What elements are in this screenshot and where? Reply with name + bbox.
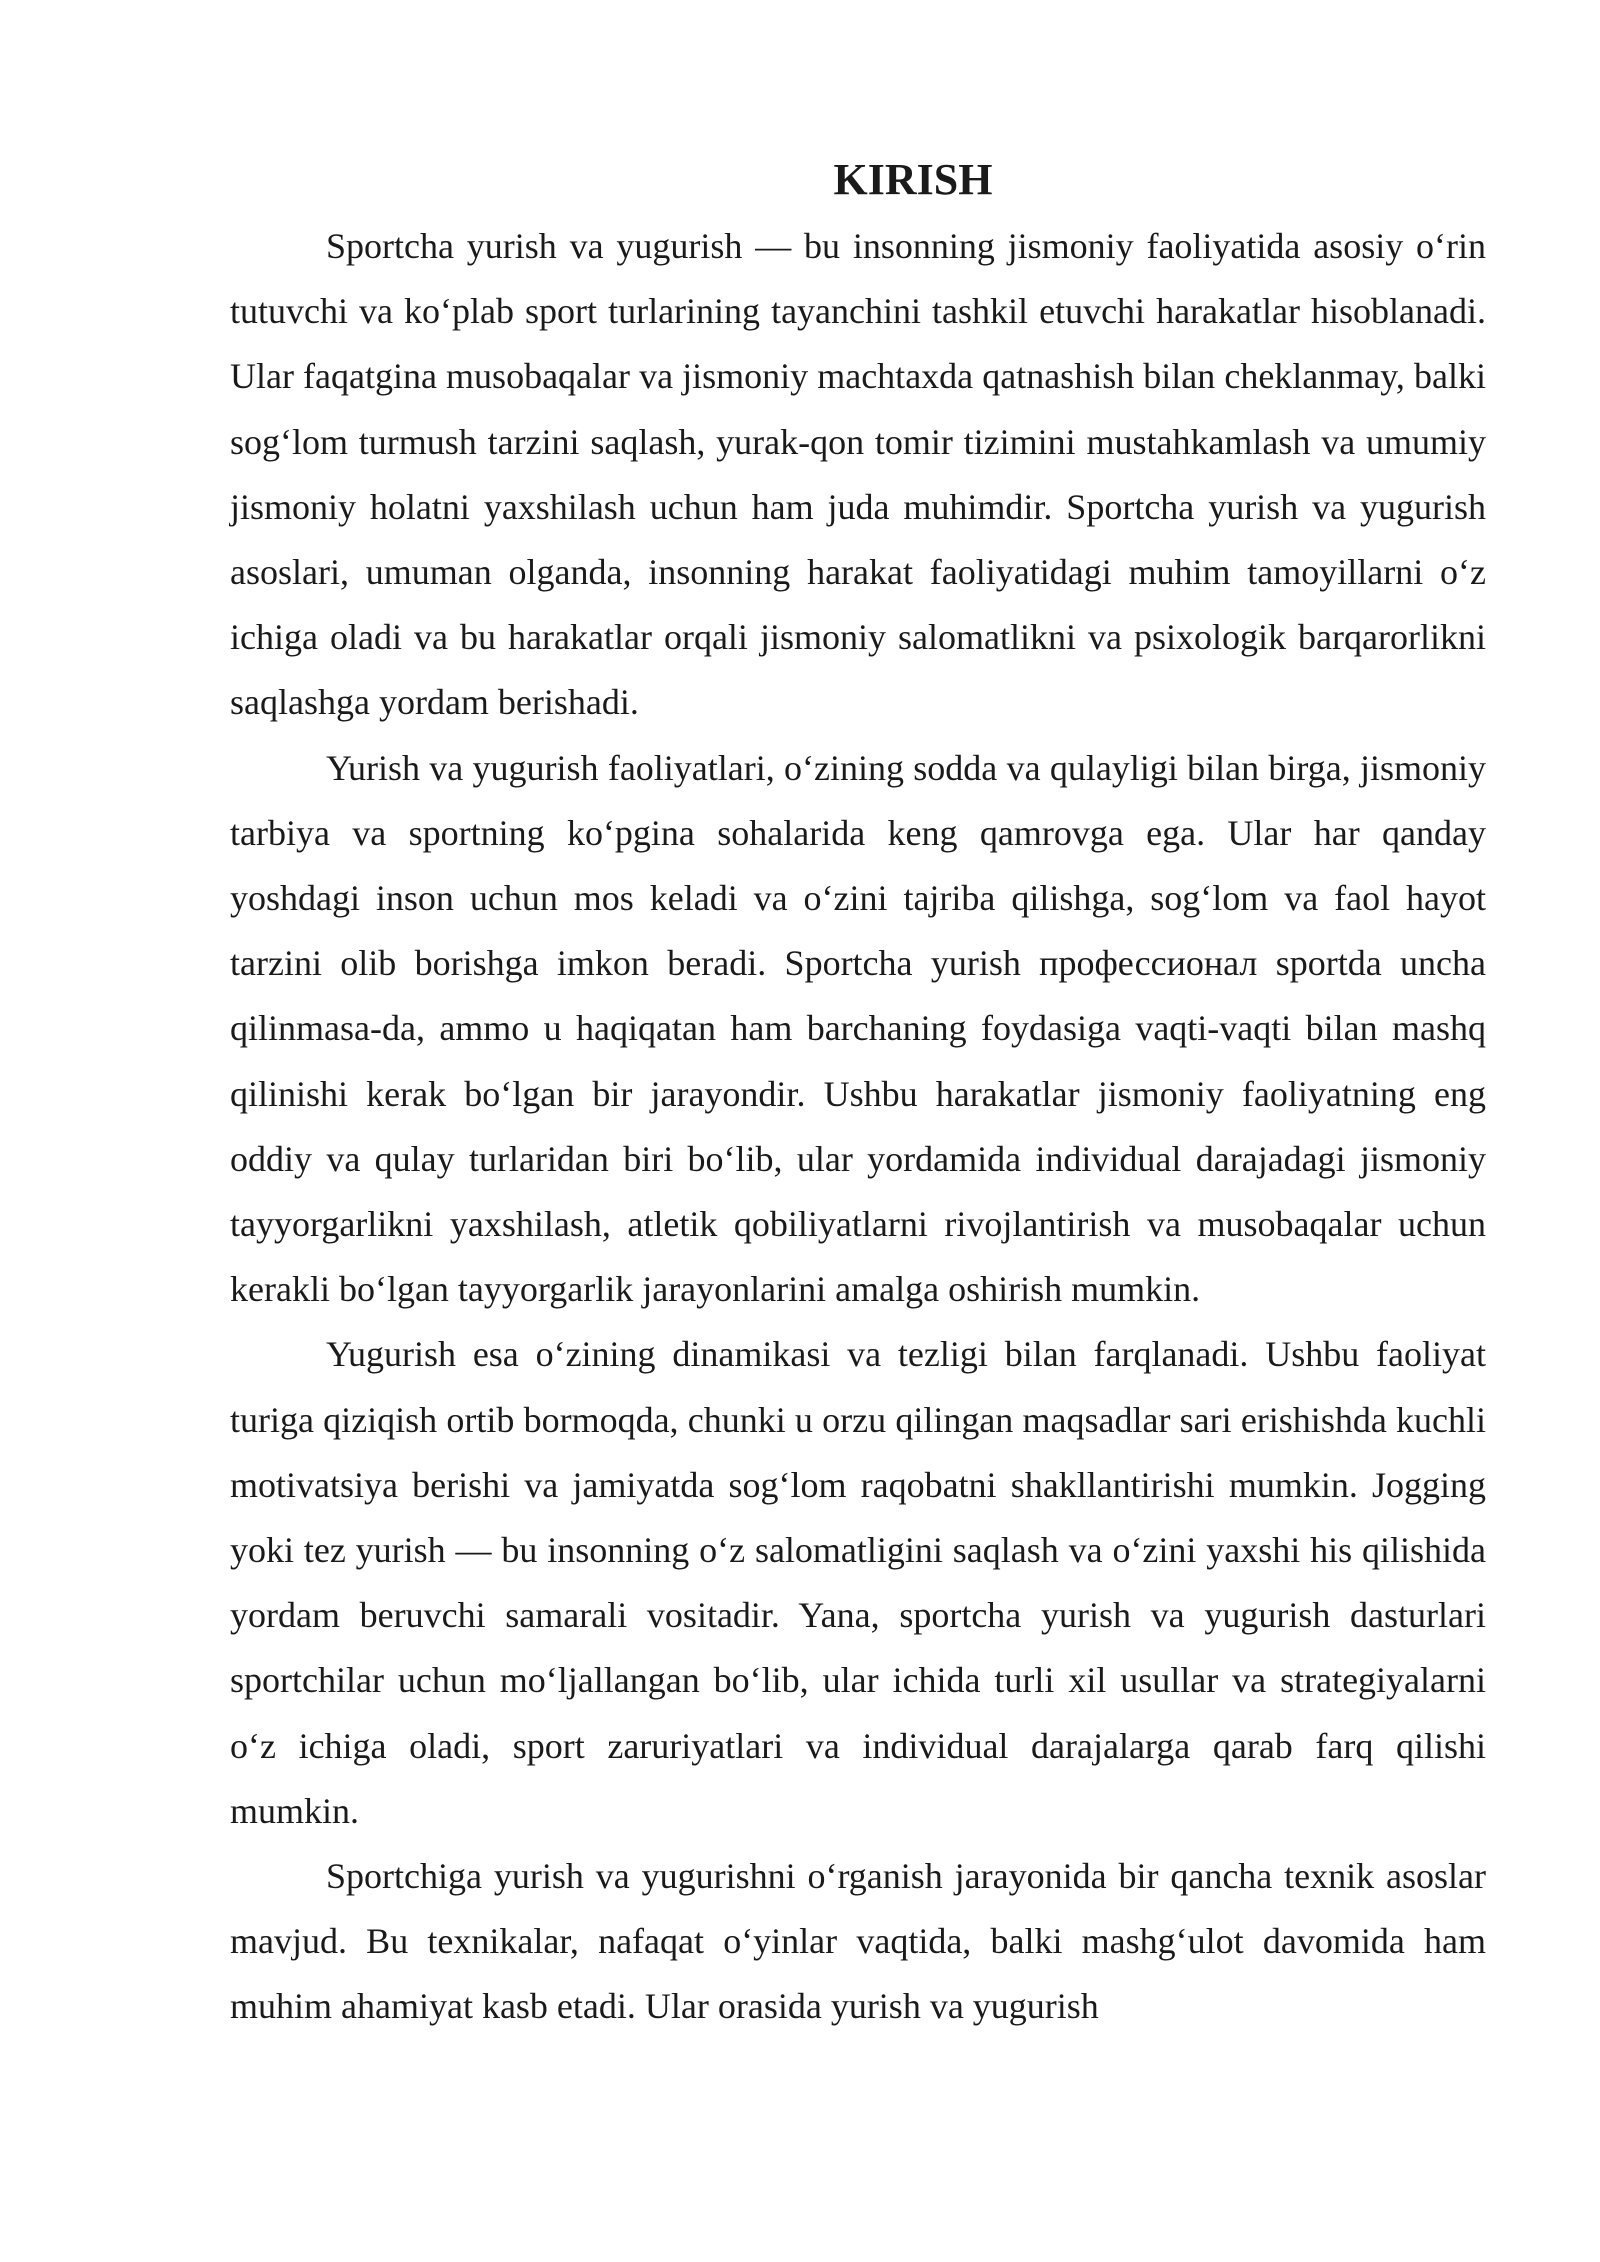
- paragraph-1: Sportcha yurish va yugurish — bu insonning jismoniy faoliyatida asosiy o‘rin tutuvchi va ko‘plab sport turlarining tayanchini tashkil etuvchi harakatlar hisoblanadi. Ular faqatgina musobaqalar va jismoniy machtaxda qatnashish bilan cheklanmay, balki sog‘lom turmush tarzini saqlash, yurak-qon tomir tizimini mustahkamlash va umumiy jismoniy holatni yaxshilash uchun ham juda muhimdir. Sportcha yurish va yugurish asoslari, umuman olganda, insonning harakat faoliyatidagi muhim tamoyillarni o‘z ichiga oladi va bu harakatlar orqali jismoniy salomatlikni va psixologik barqarorlikni saqlashga yordam berishadi.: [230, 226, 1486, 723]
- page-title: KIRISH: [833, 155, 993, 204]
- paragraph-4: Sportchiga yurish va yugurishni o‘rganish jarayonida bir qancha texnik asoslar mavjud. Bu texnikalar, nafaqat o‘yinlar vaqtida, balki mashg‘ulot davomida ham muhim ahamiyat kasb etadi. Ular orasida yurish va yugurish: [230, 1856, 1486, 2027]
- document-page: [230, 150, 1486, 2040]
- paragraph-2: Yurish va yugurish faoliyatlari, o‘zining sodda va qulayligi bilan birga, jismoniy tarbiya va sportning ko‘pgina sohalarida keng qamrovga ega. Ular har qanday yoshdagi inson uchun mos keladi va o‘zini tajriba qilishga, sog‘lom va faol hayot tarzini olib borishga imkon beradi. Sportcha yurish профессионал sportda uncha qilinmasa-da, ammo u haqiqatan ham barchaning foydasiga vaqti-vaqti bilan mashq qilinishi kerak bo‘lgan bir jarayondir. Ushbu harakatlar jismoniy faoliyatning eng oddiy va qulay turlaridan biri bo‘lib, ular yordamida individual darajadagi jismoniy tayyorgarlikni yaxshilash, atletik qobiliyatlarni rivojlantirish va musobaqalar uchun kerakli bo‘lgan tayyorgarlik jarayonlarini amalga oshirish mumkin.: [230, 747, 1486, 1310]
- paragraph-3: Yugurish esa o‘zining dinamikasi va tezligi bilan farqlanadi. Ushbu faoliyat turiga qiziqish ortib bormoqda, chunki u orzu qilingan maqsadlar sari erishishda kuchli motivatsiya berishi va jamiyatda sog‘lom raqobatni shakllantirishi mumkin. Jogging yoki tez yurish — bu insonning o‘z salomatligini saqlash va o‘zini yaxshi his qilishida yordam beruvchi samarali vositadir. Yana, sportcha yurish va yugurish dasturlari sportchilar uchun mo‘ljallangan bo‘lib, ular ichida turli xil usullar va strategiyalarni o‘z ichiga oladi, sport zaruriyatlari va individual darajalarga qarab farq qilishi mumkin.: [230, 1334, 1486, 1831]
